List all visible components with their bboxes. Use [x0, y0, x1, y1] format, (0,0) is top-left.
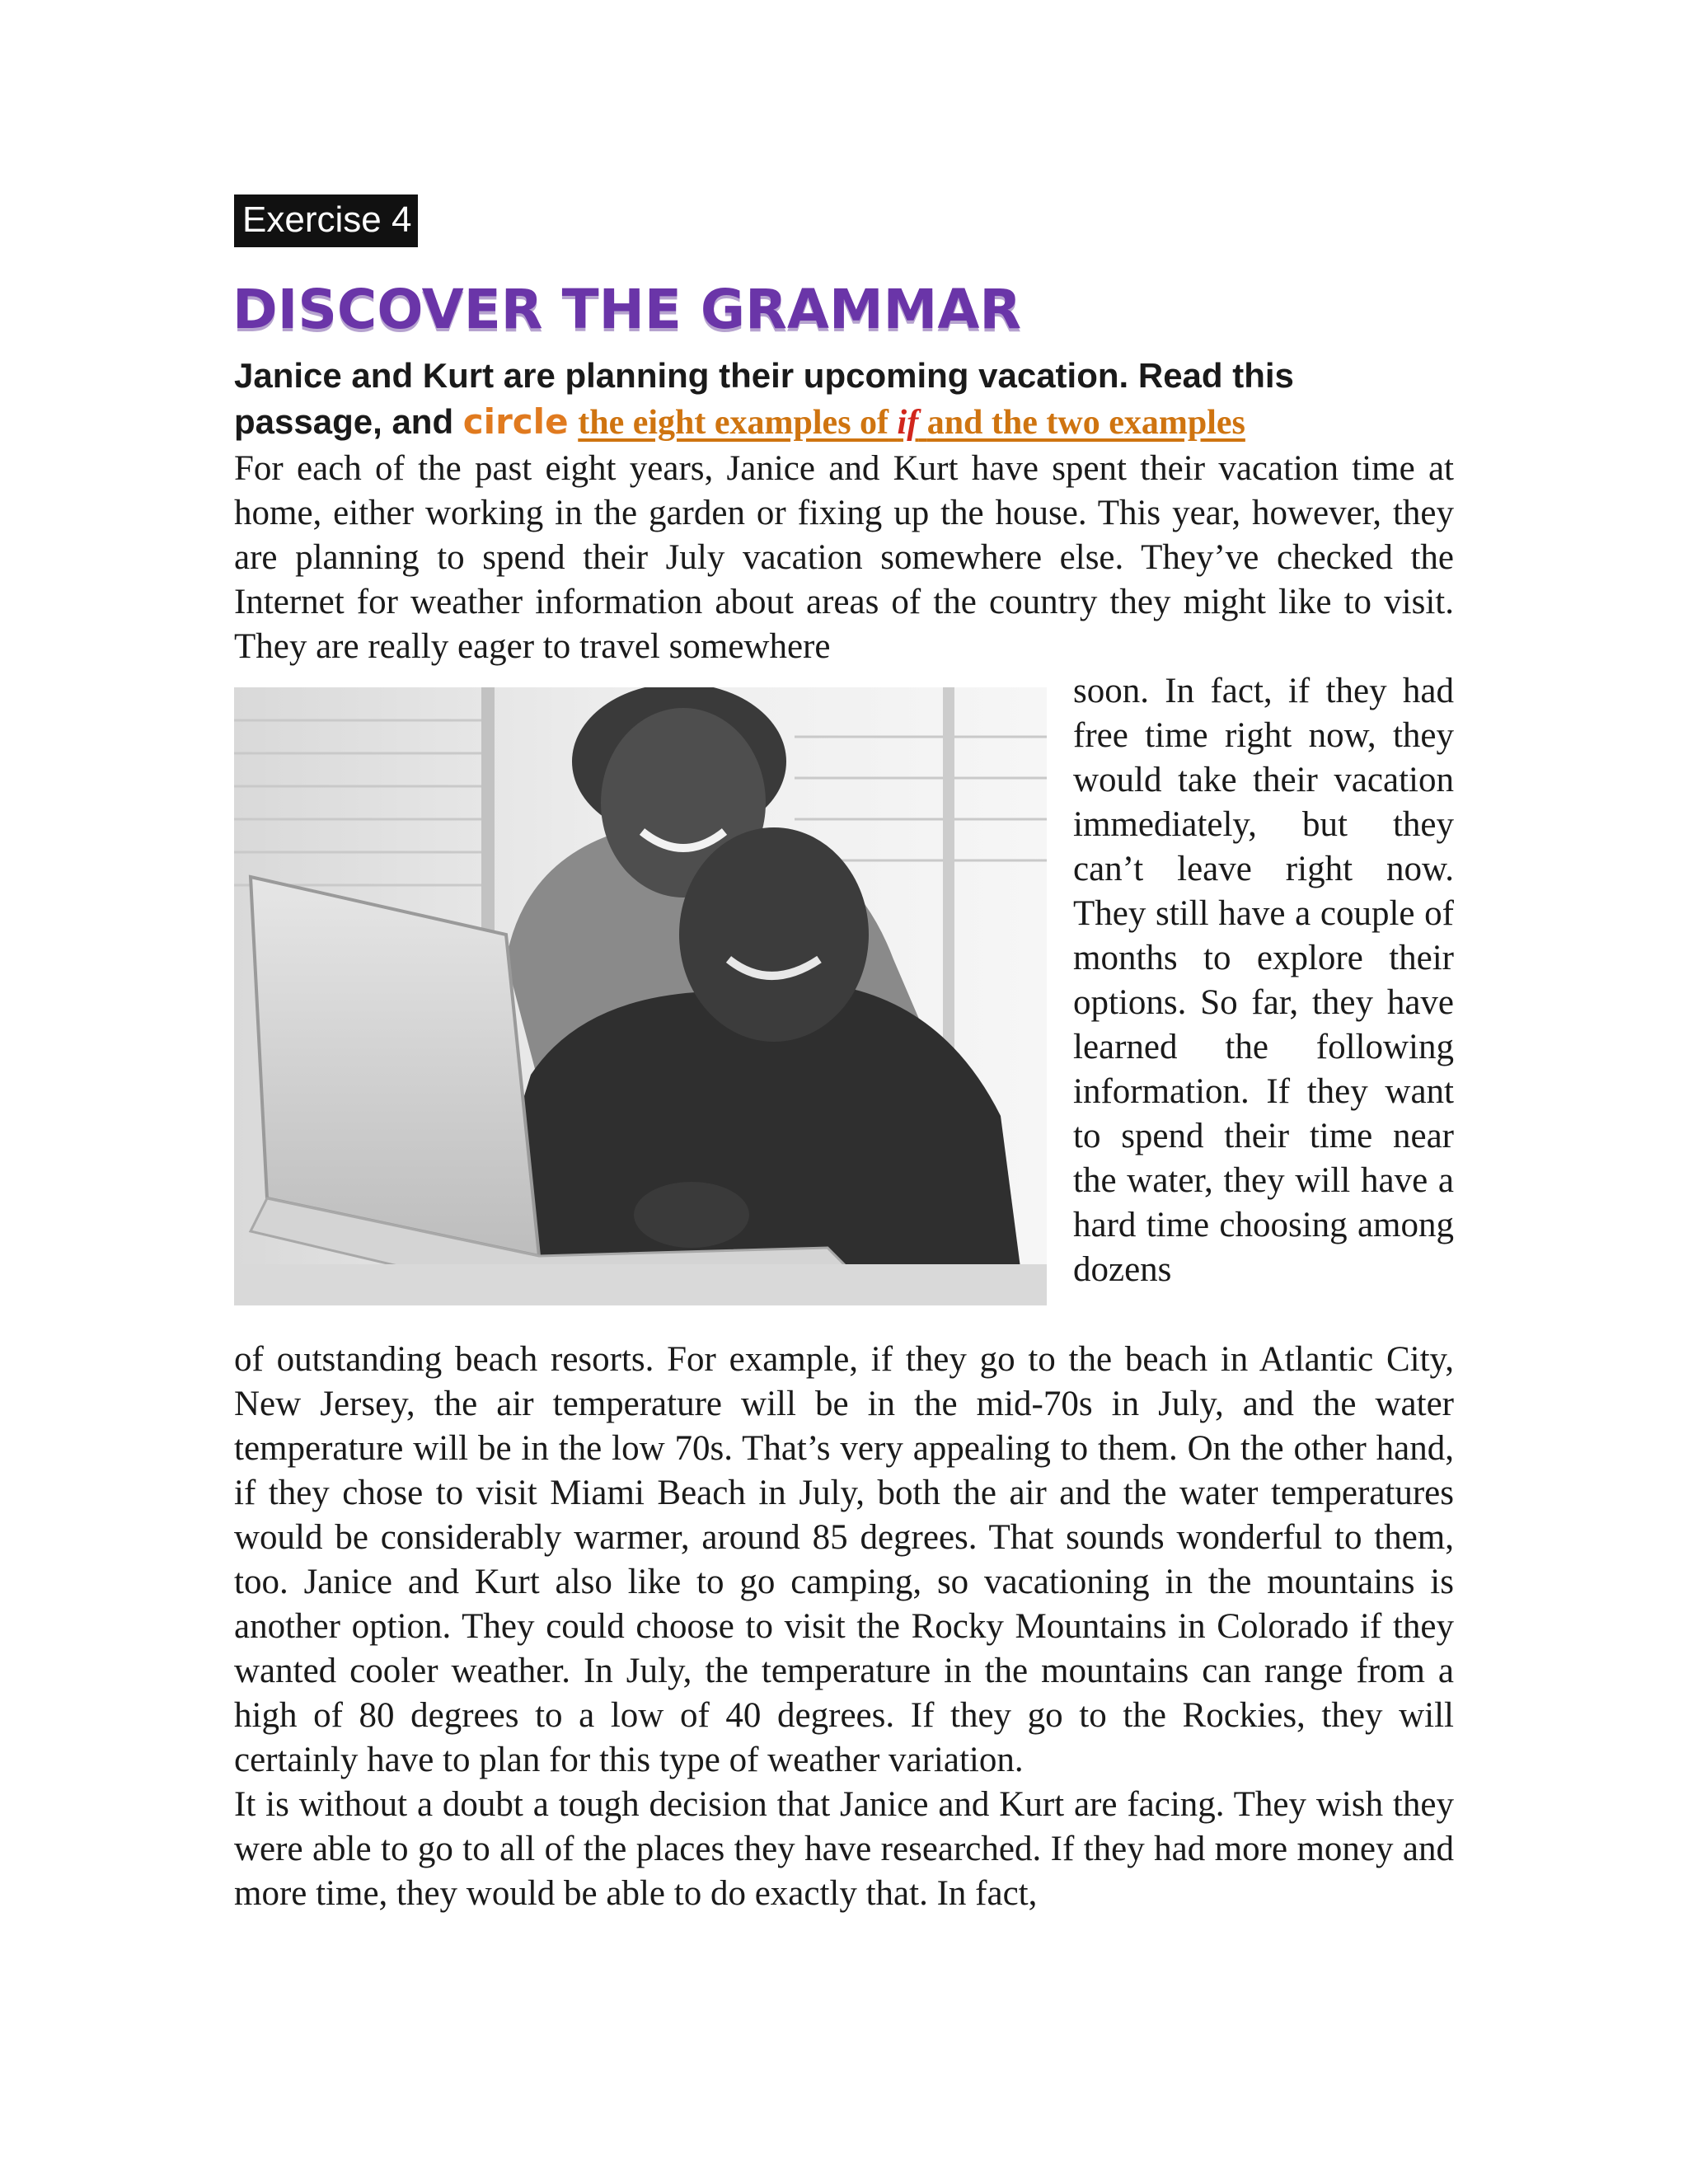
couple-at-laptop-photo — [234, 687, 1047, 1305]
instructions — [234, 353, 1454, 446]
passage-paragraph-side: soon. In fact, if they had free time right now, they would take their vacation immediately, but they can’t leave right now. They still have a couple of months to explore their options. So far, they have learned the following information. If they want to spend their time near the water, they will have a hard time choosing among dozens — [1073, 672, 1454, 1289]
circle-keyword: circle — [462, 401, 569, 442]
section-heading: DISCOVER THE GRAMMAR — [232, 278, 1022, 341]
instructions-line-1: Janice and Kurt are planning their upcoming vacation. Read this — [234, 356, 1294, 395]
exercise-label: Exercise 4 — [234, 194, 418, 247]
passage-paragraph-top: For each of the past eight years, Janice and Kurt have spent their vacation time at home, either working in the garden or fixing up the house. This year, however, they are planning to spend their July vacation somewhere else. They’ve checked the Internet for weather information about areas of the country they might like to visit. They are really eager to travel somewhere — [234, 449, 1454, 666]
instruction-phrase — [578, 404, 1245, 442]
instructions-line-2 — [234, 399, 1454, 446]
passage-bottom-part-1: of outstanding beach resorts. For example, if they go to the beach in Atlantic City, New Jersey, the air temperature will be in the mid-70s in July, and the water temperature will be in the low 70s. That’s very appealing to them. On the other hand, if they chose to visit Miami Beach in July, both the air and the water temperatures would be considerably warmer, around 85 degrees. That sounds wonderful to them, too. Janice and Kurt also like to go camping, so vacationing in the mountains is another option. They could choose to visit the Rocky Mountains in Colorado if they wanted cooler weather. In July, the temperature in the mountains can range from a high of 80 degrees to a low of 40 degrees. If they go to the Rockies, they will certainly have to plan for this type of weather variation. — [234, 1340, 1454, 1779]
if-keyword: if — [897, 404, 919, 442]
phrase-part-b: and the two examples — [926, 404, 1245, 442]
phrase-part-a: the eight examples of — [578, 404, 889, 442]
instructions-prefix: passage, and — [234, 402, 463, 441]
passage-paragraph-bottom — [234, 1338, 1454, 1916]
passage-bottom-part-2: It is without a doubt a tough decision that Janice and Kurt are facing. They wish they were able to go to all of the places they have researched. If they had more money and more time, they would be able to do exactly that. In fact, — [234, 1785, 1454, 1913]
